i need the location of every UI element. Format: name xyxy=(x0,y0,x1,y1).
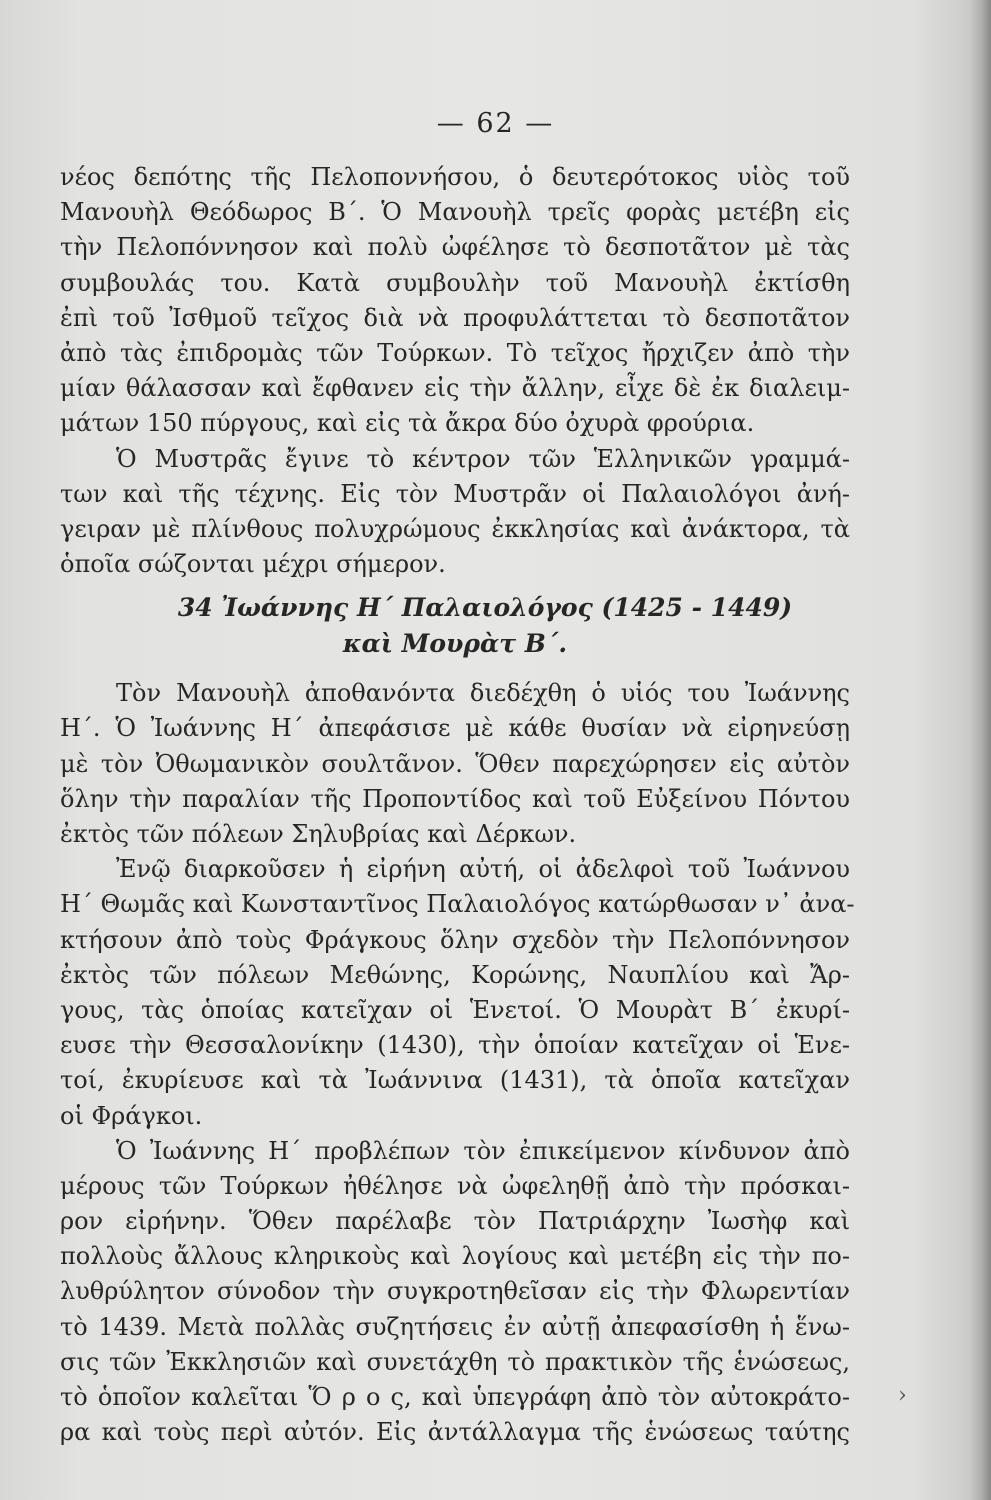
text-line: Ὁ Μυστρᾶς ἔγινε τὸ κέντρον τῶν Ἑλληνικῶν γραμμά- xyxy=(116,444,850,473)
text-line: γους, τὰς ὁποίας κατεῖχαν οἱ Ἑνετοί. Ὁ Μουρὰτ Β΄ ἐκυρί- xyxy=(60,995,850,1024)
text-line: τὸ 1439. Μετὰ πολλὰς συζητήσεις ἐν αὐτῇ ἀπεφασίσθη ἡ ἕνω- xyxy=(60,1312,850,1341)
text-line: των καὶ τῆς τέχνης. Εἰς τὸν Μυστρᾶν οἱ Παλαιολόγοι ἀνή- xyxy=(60,479,850,508)
text-line: λυθρύλητον σύνοδον τὴν συγκροτηθεῖσαν εἰς τὴν Φλωρεντίαν xyxy=(60,1277,850,1306)
text-line: Τὸν Μανουὴλ ἀποθανόντα διεδέχθη ὁ υἱός του Ἰωάννης xyxy=(116,679,850,708)
text-line: ἐπὶ τοῦ Ἰσθμοῦ τεῖχος διὰ νὰ προφυλάττεται τὸ δεσποτᾶτον xyxy=(60,303,850,332)
section-heading-subtitle: καὶ Μουρὰτ Β΄. xyxy=(342,629,568,659)
page-number: — 62 — xyxy=(436,108,555,139)
text-line: ἀπὸ τὰς ἐπιδρομὰς τῶν Τούρκων. Τὸ τεῖχος ἤρχιζεν ἀπὸ τὴν xyxy=(60,338,850,367)
text-line: σις τῶν Ἐκκλησιῶν καὶ συνετάχθη τὸ πρακτικὸν τῆς ἑνώσεως, xyxy=(60,1347,850,1376)
page-edge-shadow xyxy=(969,0,991,1500)
text-line: μὲ τὸν Ὀθωμανικὸν σουλτᾶνον. Ὅθεν παρεχώρησεν εἰς αὐτὸν xyxy=(60,749,850,778)
text-line: τὸ ὁποῖον καλεῖται Ὅ ρ ο ς, καὶ ὑπεγράφη ἀπὸ τὸν αὐτοκράτο- xyxy=(60,1383,850,1411)
text-line: Ὁ Ἰωάννης Η΄ προβλέπων τὸν ἐπικείμενον κίνδυνον ἀπὸ xyxy=(116,1136,850,1165)
text-line: μάτων 150 πύργους, καὶ εἰς τὰ ἄκρα δύο ὀχυρὰ φρούρια. xyxy=(60,409,755,438)
text-line: ἐκτὸς τῶν πόλεων Σηλυβρίας καὶ Δέρκων. xyxy=(60,820,577,848)
text-line: πολλοὺς ἄλλους κληρικοὺς καὶ λογίους καὶ μετέβη εἰς τὴν πο- xyxy=(60,1242,850,1271)
section-heading: 34 Ἰωάννης Η΄ Παλαιολόγος (1425 - 1449) xyxy=(177,593,793,623)
spacer xyxy=(60,582,850,590)
text-line: συμβουλάς του. Κατὰ συμβουλὴν τοῦ Μανουὴλ ἐκτίσθη xyxy=(60,268,850,297)
text-block xyxy=(60,160,855,1450)
text-line: γειραν μὲ πλίνθους πολυχρώμους ἐκκλησίας καὶ ἀνάκτορα, τὰ xyxy=(60,514,850,543)
text-line: ὁποῖα σώζονται μέχρι σήμερον. xyxy=(60,550,446,579)
spacer xyxy=(60,662,850,676)
text-line: Ἐνῷ διαρκοῦσεν ἡ εἰρήνη αὐτή, οἱ ἀδελφοὶ τοῦ Ἰωάννου xyxy=(116,855,850,884)
text-line: ἐκτὸς τῶν πόλεων Μεθώνης, Κορώνης, Ναυπλίου καὶ Ἄρ- xyxy=(60,960,850,989)
text-line: κτήσουν ἀπὸ τοὺς Φράγκους ὅλην σχεδὸν τὴν Πελοπόννησον xyxy=(60,925,850,954)
text-line: ρα καὶ τοὺς περὶ αὐτόν. Εἰς ἀντάλλαγμα τῆς ἑνώσεως ταύτης xyxy=(60,1418,850,1447)
text-line: μέρους τῶν Τούρκων ἠθέλησε νὰ ὠφεληθῇ ἀπὸ τὴν πρόσκαι- xyxy=(60,1171,850,1200)
text-line: Η΄ Θωμᾶς καὶ Κωνσταντῖνος Παλαιολόγος κατώρθωσαν ν᾿ ἀνα- xyxy=(60,890,855,919)
text-line: Η΄. Ὁ Ἰωάννης Η΄ ἀπεφάσισε μὲ κάθε θυσίαν νὰ εἰρηνεύσῃ xyxy=(60,714,850,743)
text-line: τὴν Πελοπόννησον καὶ πολὺ ὠφέλησε τὸ δεσποτᾶτον μὲ τὰς xyxy=(60,233,850,262)
text-line: νέος δεπότης τῆς Πελοποννήσου, ὁ δευτερότοκος υἱὸς τοῦ xyxy=(60,163,850,191)
text-line: ευσε τὴν Θεσσαλονίκην (1430), τὴν ὁποίαν κατεῖχαν οἱ Ἑνε- xyxy=(60,1031,850,1060)
text-line: τοί, ἐκυρίευσε καὶ τὰ Ἰωάννινα (1431), τὰ ὁποῖα κατεῖχαν xyxy=(60,1066,850,1095)
text-line: οἱ Φράγκοι. xyxy=(60,1101,203,1130)
text-line: Μανουὴλ Θεόδωρος Β΄. Ὁ Μανουὴλ τρεῖς φορὰς μετέβη εἰς xyxy=(60,198,850,227)
text-line: ὅλην τὴν παραλίαν τῆς Προποντίδος καὶ τοῦ Εὐξείνου Πόντου xyxy=(60,784,850,813)
text-line: ρον εἰρήνην. Ὅθεν παρέλαβε τὸν Πατριάρχην Ἰωσὴφ καὶ xyxy=(60,1207,850,1236)
margin-mark: › xyxy=(898,1383,907,1408)
text-line: μίαν θάλασσαν καὶ ἔφθανεν εἰς τὴν ἄλλην, εἶχε δὲ ἐκ διαλειμ- xyxy=(60,374,850,403)
